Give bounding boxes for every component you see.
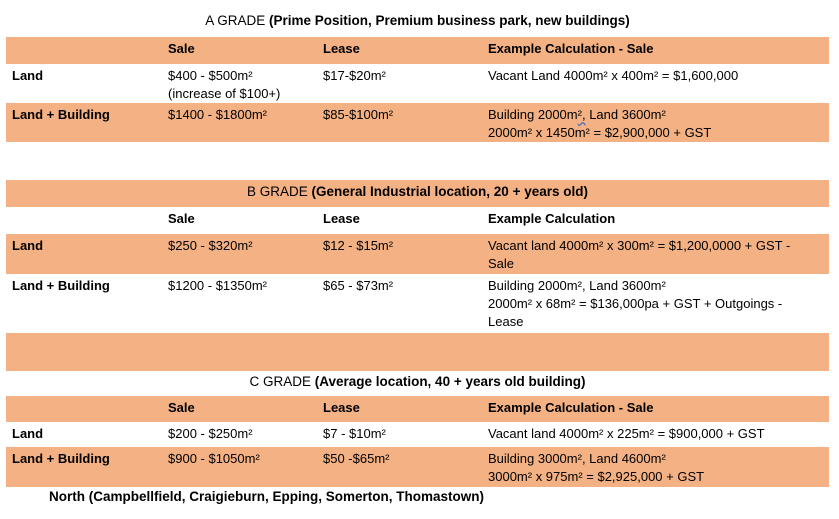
- b-grade-building-example-line2: 2000m² x 68m² = $136,000pa + GST + Outgoings -: [488, 296, 783, 311]
- c-grade-lease-header: Lease: [323, 400, 360, 415]
- a-grade-title-prefix: A GRADE: [205, 13, 269, 28]
- b-grade-land-example: [488, 237, 790, 273]
- a-grade-example-header: Example Calculation - Sale: [488, 41, 654, 56]
- region-heading: North (Campbellfield, Craigieburn, Epping, Somerton, Thomastown): [49, 489, 485, 504]
- c-grade-example-header: Example Calculation - Sale: [488, 400, 654, 415]
- a-grade-land-type: Land: [12, 68, 44, 83]
- b-grade-title-prefix: B GRADE: [247, 184, 312, 199]
- a-grade-land-lease: $17-$20m²: [323, 68, 386, 83]
- spacer-band: [6, 333, 829, 371]
- c-grade-building-example: [488, 450, 704, 486]
- c-grade-title-desc: (Average location, 40 + years old building): [314, 374, 586, 389]
- b-grade-building-example: [488, 277, 782, 331]
- b-grade-title-desc: (General Industrial location, 20 + years old): [311, 184, 588, 199]
- b-grade-sale-header: Sale: [168, 211, 195, 226]
- a-grade-building-sale: $1400 - $1800m²: [168, 107, 268, 122]
- b-grade-land-example-line2: Sale: [488, 256, 515, 271]
- a-grade-building-lease: $85-$100m²: [323, 107, 394, 122]
- c-grade-building-lease: $50 -$65m²: [323, 451, 390, 466]
- a-grade-land-sale-value: $400 - $500m²: [168, 68, 253, 83]
- a-grade-land-sale: [168, 67, 280, 103]
- b-grade-land-lease: $12 - $15m²: [323, 238, 394, 253]
- b-grade-land-row: [6, 234, 829, 274]
- b-grade-building-example-line1: Building 2000m², Land 3600m²: [488, 278, 666, 293]
- b-grade-land-example-line1: Vacant land 4000m² x 300m² = $1,200,0000 + GST -: [488, 238, 791, 253]
- c-grade-building-row: [6, 447, 829, 487]
- a-grade-building-row: [6, 103, 829, 142]
- c-grade-building-type: Land + Building: [12, 451, 110, 466]
- b-grade-lease-header: Lease: [323, 211, 360, 226]
- a-grade-land-sale-note: (increase of $100+): [168, 86, 281, 101]
- c-grade-sale-header: Sale: [168, 400, 195, 415]
- a-grade-header-row: [6, 37, 829, 64]
- b-grade-building-example-line3: Lease: [488, 314, 524, 329]
- a-grade-lease-header: Lease: [323, 41, 360, 56]
- b-grade-building-sale: $1200 - $1350m²: [168, 278, 268, 293]
- a-grade-building-type: Land + Building: [12, 107, 110, 122]
- c-grade-land-example: Vacant land 4000m² x 225m² = $900,000 + GST: [488, 426, 765, 441]
- c-grade-header-row: [6, 396, 829, 422]
- b-grade-land-sale: $250 - $320m²: [168, 238, 253, 253]
- c-grade-title-prefix: C GRADE: [249, 374, 315, 389]
- b-grade-building-row: [6, 274, 829, 333]
- a-grade-building-example-line1c: Land 3600m²: [585, 107, 666, 122]
- c-grade-building-example-line1: Building 3000m², Land 4600m²: [488, 451, 666, 466]
- a-grade-building-example-line1a: Building 2000m: [488, 107, 578, 122]
- b-grade-title: [6, 183, 829, 201]
- c-grade-title: [6, 373, 829, 391]
- b-grade-building-lease: $65 - $73m²: [323, 278, 394, 293]
- a-grade-building-example: [488, 106, 711, 142]
- a-grade-title-desc: (Prime Position, Premium business park, new buildings): [268, 13, 630, 28]
- a-grade-title: [6, 12, 829, 30]
- a-grade-building-example-line2: 2000m² x 1450m² = $2,900,000 + GST: [488, 125, 712, 140]
- spellcheck-mark: ²,: [577, 107, 586, 122]
- a-grade-sale-header: Sale: [168, 41, 195, 56]
- b-grade-building-type: Land + Building: [12, 278, 110, 293]
- b-grade-land-type: Land: [12, 238, 44, 253]
- c-grade-land-row: [6, 422, 829, 447]
- c-grade-land-type: Land: [12, 426, 44, 441]
- c-grade-building-sale: $900 - $1050m²: [168, 451, 260, 466]
- a-grade-land-example: Vacant Land 4000m² x 400m² = $1,600,000: [488, 68, 739, 83]
- c-grade-building-example-line2: 3000m² x 975m² = $2,925,000 + GST: [488, 469, 705, 484]
- c-grade-land-lease: $7 - $10m²: [323, 426, 386, 441]
- a-grade-land-row: [6, 64, 829, 103]
- b-grade-example-header: Example Calculation: [488, 211, 616, 226]
- c-grade-land-sale: $200 - $250m²: [168, 426, 253, 441]
- b-grade-header-row: [6, 207, 829, 234]
